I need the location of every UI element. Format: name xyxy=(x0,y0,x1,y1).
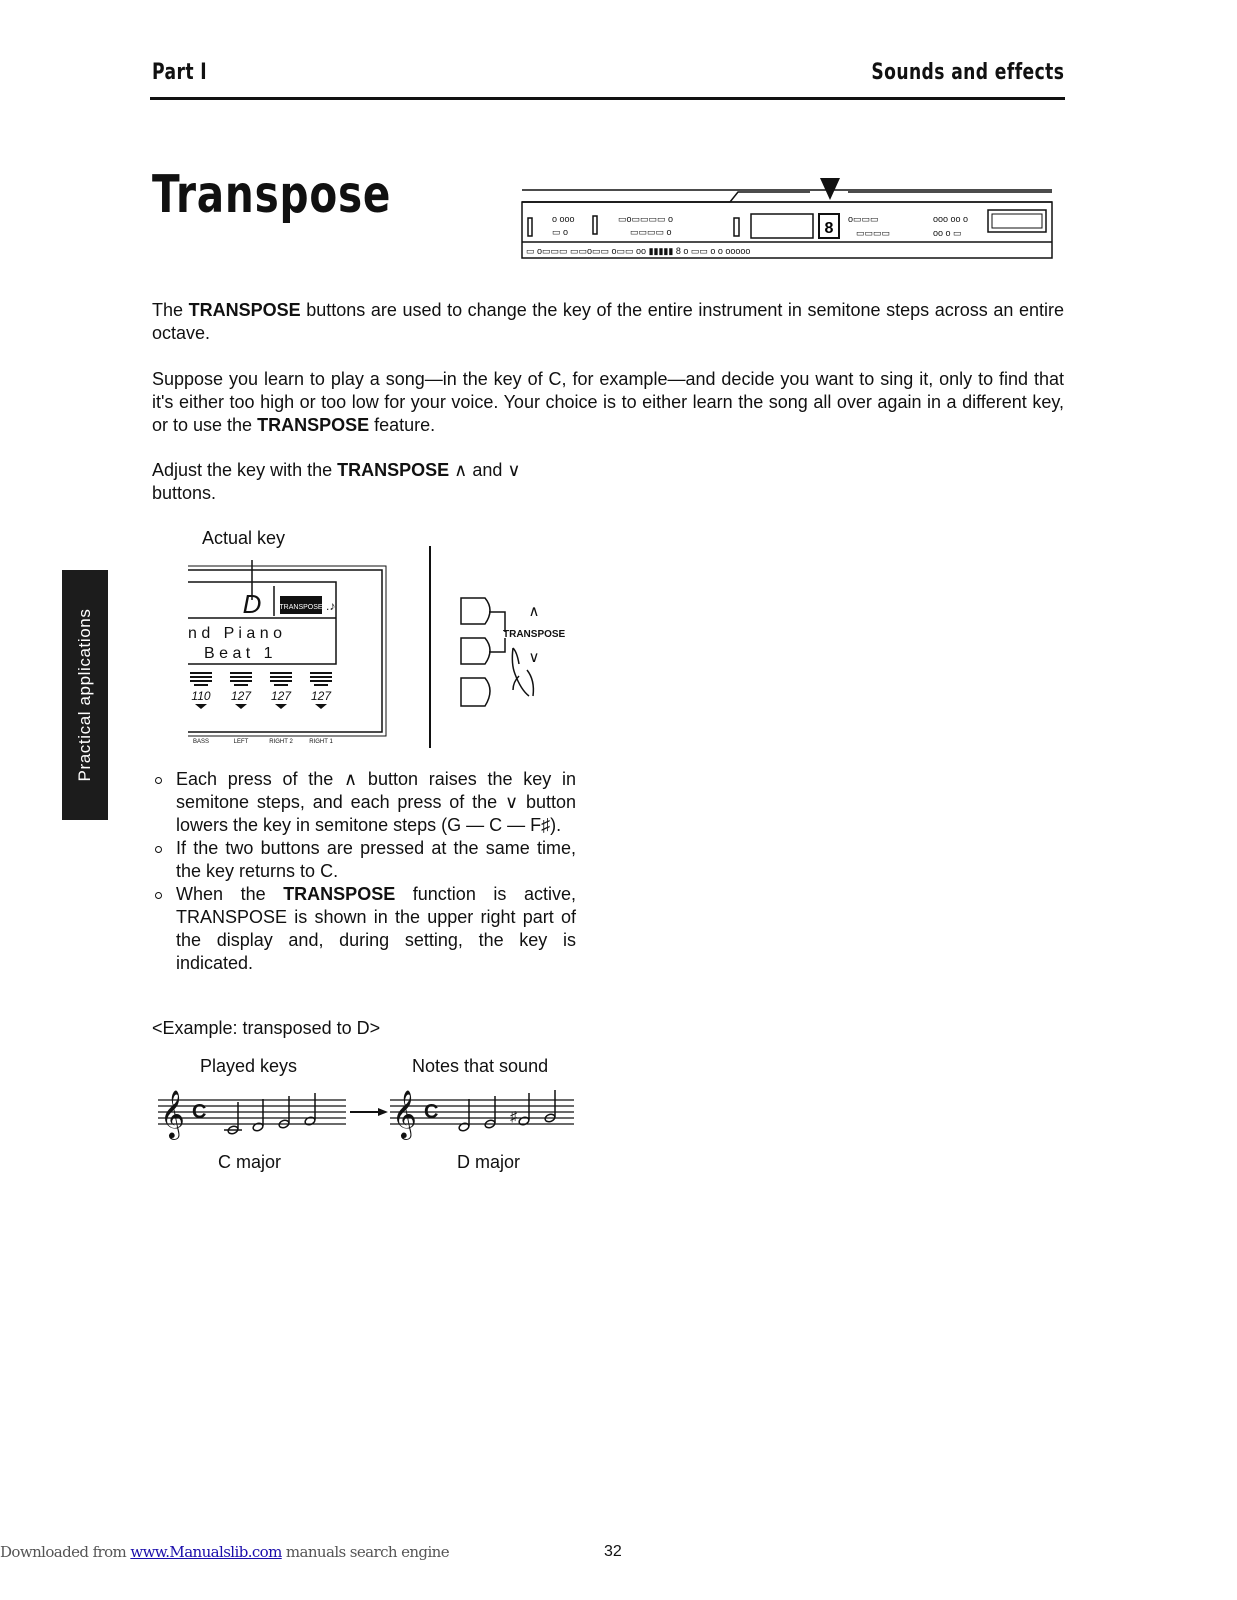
example-caption: <Example: transposed to D> xyxy=(152,1018,381,1038)
display-line-1: n d P i a n o xyxy=(188,625,282,642)
svg-text:▭ o: ▭ o xyxy=(552,227,569,237)
notes-sound-label: Notes that sound xyxy=(412,1056,549,1076)
svg-text:♯: ♯ xyxy=(510,1108,517,1124)
display-key-digit: D xyxy=(242,589,262,619)
svg-text:▭▭▭▭: ▭▭▭▭ xyxy=(856,228,891,238)
header-section-label: Sounds and effects xyxy=(871,60,1064,85)
svg-text:𝄞: 𝄞 xyxy=(392,1090,417,1137)
channel-value-right2: 127 xyxy=(270,689,292,703)
intro-paragraph: The TRANSPOSE buttons are used to change the key of the entire instrument in semitone steps across an entire octave. xyxy=(152,300,1064,343)
transpose-up-symbol: ∧ xyxy=(528,603,540,620)
svg-text:▭ o▭▭▭ ▭▭o▭▭ o▭▭ oo ▮▮▮▮▮: ▭ o▭▭▭ ▭▭o▭▭ o▭▭ oo ▮▮▮▮▮ 8 o ▭▭ o o ooooo xyxy=(526,246,751,256)
transpose-buttons-illustration xyxy=(455,594,575,714)
transpose-down-symbol: ∨ xyxy=(528,649,540,666)
display-illustration xyxy=(186,556,391,748)
svg-text:oo o ▭: oo o ▭ xyxy=(933,228,962,238)
svg-text:𝄞: 𝄞 xyxy=(160,1090,185,1137)
usage-paragraph: Suppose you learn to play a song—in the key of C, for example—and decide you want to sing it, only to find that it's either too high or too low for your voice. Your choice is to either learn the song all over again in a different key, or to use the TRANSPOSE feature. xyxy=(152,369,1064,435)
bullet-item: When the TRANSPOSE function is active, TRANSPOSE is shown in the upper right part of the display and, during setting, the key is indicated. xyxy=(152,883,576,975)
bullet-item: Each press of the ∧ button raises the key in semitone steps, and each press of the ∨ button lowers the key in semitone steps (G — C — F♯). xyxy=(152,768,576,837)
c-major-label: C major xyxy=(218,1152,282,1172)
d-major-label: D major xyxy=(457,1152,521,1172)
actual-key-caption: Actual key xyxy=(202,528,286,548)
channel-value-bass: 110 xyxy=(191,689,211,703)
figure-divider xyxy=(429,546,431,748)
channel-label-right1: RIGHT 1 xyxy=(309,739,333,745)
adjust-paragraph: Adjust the key with the TRANSPOSE ∧ and ∨ buttons. xyxy=(152,460,521,503)
bullet-list xyxy=(152,768,576,975)
manualslib-link[interactable]: www.Manualslib.com xyxy=(130,1543,282,1561)
played-keys-label: Played keys xyxy=(200,1056,298,1076)
svg-text:▭o▭▭▭▭ o: ▭o▭▭▭▭ o xyxy=(618,214,674,224)
transpose-indicator: TRANSPOSE xyxy=(279,604,323,611)
svg-text:C: C xyxy=(192,1101,207,1123)
svg-text:▭▭▭▭ o: ▭▭▭▭ o xyxy=(630,227,672,237)
page-title: Transpose xyxy=(152,165,392,225)
music-notation-illustration xyxy=(154,1080,579,1142)
instrument-panel-illustration xyxy=(518,178,1056,262)
svg-text:C: C xyxy=(424,1101,439,1123)
svg-text:o ooo: o ooo xyxy=(552,214,575,224)
svg-text:.♪: .♪ xyxy=(326,599,336,613)
page-number: 32 xyxy=(604,1543,622,1560)
channel-label-left: LEFT xyxy=(233,739,249,745)
header-rule xyxy=(150,97,1065,100)
svg-text:8: 8 xyxy=(824,220,834,237)
transpose-button-label: TRANSPOSE xyxy=(503,629,566,640)
transpose-up-button[interactable] xyxy=(461,598,490,624)
header-part-label: Part I xyxy=(152,60,208,85)
display-line-2: B e a t 1 xyxy=(204,645,273,662)
footer-download-note: Downloaded from www.Manualslib.com manuals search engine xyxy=(0,1543,449,1561)
svg-text:o▭▭▭: o▭▭▭ xyxy=(848,214,879,224)
channel-label-right2: RIGHT 2 xyxy=(269,739,293,745)
side-tab-label: Practical applications xyxy=(75,608,94,782)
bullet-item: If the two buttons are pressed at the same time, the key returns to C. xyxy=(152,837,576,883)
channel-value-left: 127 xyxy=(230,689,252,703)
svg-text:ooo oo o: ooo oo o xyxy=(933,214,969,224)
transpose-down-button[interactable] xyxy=(461,638,490,664)
channel-label-bass: BASS xyxy=(192,739,210,745)
panel-button[interactable] xyxy=(461,678,490,706)
channel-value-right1: 127 xyxy=(310,689,332,703)
